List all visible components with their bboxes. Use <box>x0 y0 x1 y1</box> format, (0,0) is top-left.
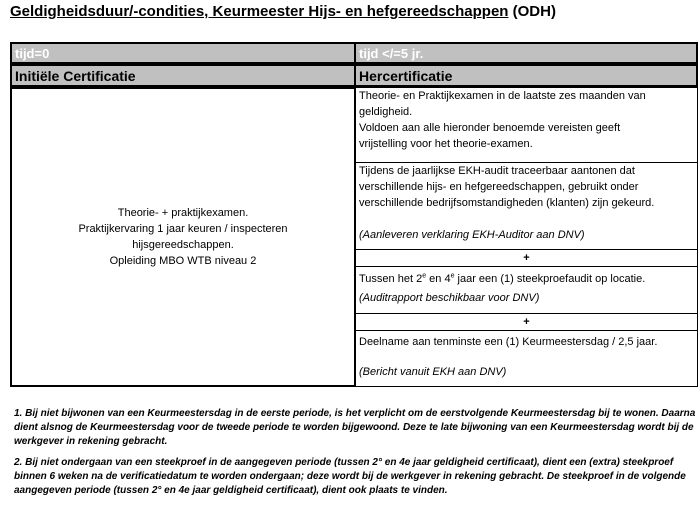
keurmeestersdag-box <box>355 330 698 387</box>
subheader-initial: Initiële Certificatie <box>10 64 356 87</box>
keurmeestersdag-note: (Bericht vanuit EKH aan DNV) <box>359 366 507 378</box>
footnote-1: 1. Bij niet bijwonen van een Keurmeestersdag in de eerste periode, is het verplicht om de eerstvolgende Keurmeestersdag bij te wonen. Daarna dient alsnog de Keurmeestersdag voor de tweede periode te worden bijgewoond. Deze te late bijwoning van een Keurmeestersdag wordt bij de werkgever in rekening gebracht. <box>14 408 696 447</box>
initial-req-line: Opleiding MBO WTB niveau 2 <box>109 255 257 267</box>
title-suffix: (ODH) <box>508 3 556 20</box>
document-title <box>10 3 556 20</box>
initial-requirements <box>10 87 356 387</box>
sample-audit-line: Tussen het 2e en 4e jaar een (1) steekproefaudit op locatie. <box>359 272 646 285</box>
initial-req-line: Praktijkervaring 1 jaar keuren / inspecteren <box>78 223 288 235</box>
sample-audit-note: (Auditrapport beschikbaar voor DNV) <box>359 292 540 304</box>
recert-line: geldigheid. <box>359 106 413 118</box>
recert-line: Voldoen aan alle hieronder benoemde vereisten geeft <box>359 122 621 134</box>
subheader-recert: Hercertificatie <box>354 64 698 87</box>
initial-req-line: hijsgereedschappen. <box>132 239 234 251</box>
recert-line: vrijstelling voor het theorie-examen. <box>359 138 533 150</box>
sample-audit-box <box>355 266 698 314</box>
plus-separator: + <box>355 249 698 267</box>
audit-note: (Aanleveren verklaring EKH-Auditor aan DNV) <box>359 229 585 241</box>
footnote-2: 2. Bij niet ondergaan van een steekproef in de aangegeven periode (tussen 2° en 4e jaar geldigheid certificaat), dient een (extra) steekproef binnen 6 weken na de verificatiedatum te worden ondergaan; deze wordt bij de werkgever in rekening gebracht. De steekproef in de volgende aangegeven periode (tussen 2° en 4e jaar geldigheid certificaat), dient ook plaats te vinden. <box>14 457 686 496</box>
footnotes <box>14 407 696 505</box>
audit-line: verschillende bedrijfsomstandigheden (klanten) zijn gekeurd. <box>359 197 655 209</box>
certification-table <box>10 42 698 387</box>
audit-box <box>355 162 698 250</box>
title-main: Geldigheidsduur/-condities, Keurmeester Hijs- en hefgereedschappen <box>10 3 509 20</box>
plus-separator: + <box>355 313 698 331</box>
recert-line: Theorie- en Praktijkexamen in de laatste zes maanden van <box>359 90 646 102</box>
audit-line: Tijdens de jaarlijkse EKH-audit traceerbaar aantonen dat <box>359 165 635 177</box>
initial-req-line: Theorie- + praktijkexamen. <box>117 207 249 219</box>
header-initial: tijd=0 <box>10 42 356 64</box>
header-recert: tijd </=5 jr. <box>354 42 698 64</box>
recert-exam-box <box>355 87 698 163</box>
audit-line: verschillende hijs- en hefgereedschappen, gebruikt onder <box>359 181 639 193</box>
keurmeestersdag-line: Deelname aan tenminste een (1) Keurmeestersdag / 2,5 jaar. <box>359 336 658 348</box>
